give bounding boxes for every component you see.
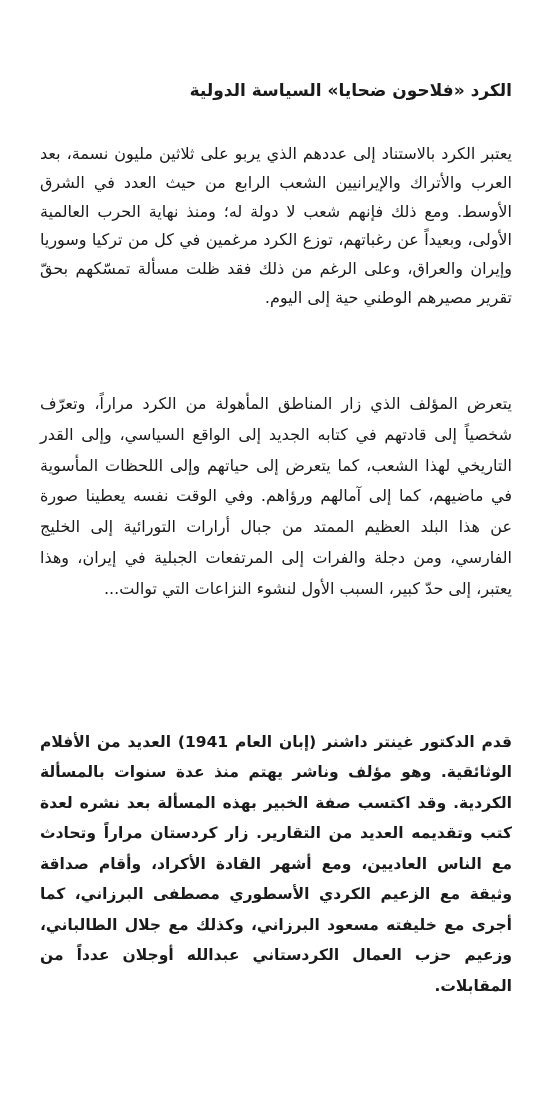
- body-paragraph: يعتبر الكرد بالاستناد إلى عددهم الذي يربو على ثلاثين مليون نسمة، بعد العرب والأتراك والإيرانيين الشعب الرابع من حيث العدد في الشرق الأوسط. ومع ذلك فإنهم شعب لا دولة له؛ ومنذ نهاية الحرب العالمية الأولى، وبعيداً عن رغباتهم، توزع الكرد مرغمين في كل من تركيا وسوريا وإيران والعراق، وعلى الرغم من ذلك فقد ظلت مسألة تمسّكهم بحقّ تقرير مصيرهم الوطني حية إلى اليوم.: [40, 144, 512, 307]
- body-paragraph: يتعرض المؤلف الذي زار المناطق المأهولة من الكرد مراراً، وتعرّف شخصياً إلى قادتهم في كتابه الجديد إلى الواقع السياسي، وإلى القدر التاريخي لهذا الشعب، كما يتعرض إلى حياتهم وإلى اللحظات المأسوية في ماضيهم، كما إلى آمالهم ورؤاهم. وفي الوقت نفسه يعطينا صورة عن هذا البلد العظيم الممتد من جبال أرارات التورائية إلى الخليج الفارسي، ومن دجلة والفرات إلى المرتفعات الجبلية في إيران، وهذا يعتبر، إلى حدّ كبير، السبب الأول لنشوء النزاعات التي توالت...: [40, 394, 512, 598]
- article-title: الكرد «فلاحون ضحايا» السياسة الدولية: [189, 81, 512, 101]
- author-bio: قدم الدكتور غينتر داشنر (إبان العام 1941) العديد من الأفلام الوثائقية. وهو مؤلف وناشر يهتم منذ عدة سنوات بالمسألة الكردية. وقد اكتسب صفة الخبير بهذه المسألة بعد نشره لعدة كتب وتقديمه العديد من التقارير. زار كردستان مراراً وتحادث مع الناس العاديين، ومع أشهر القادة الأكراد، وأقام صداقة وثيقة مع الزعيم الكردي الأسطوري مصطفى البرزاني، كما أجرى مع خليفته مسعود البرزاني، وكذلك مع جلال الطالباني، وزعيم حزب العمال الكردستاني عبدالله أوجلان عدداً من المقابلات.: [40, 732, 512, 995]
